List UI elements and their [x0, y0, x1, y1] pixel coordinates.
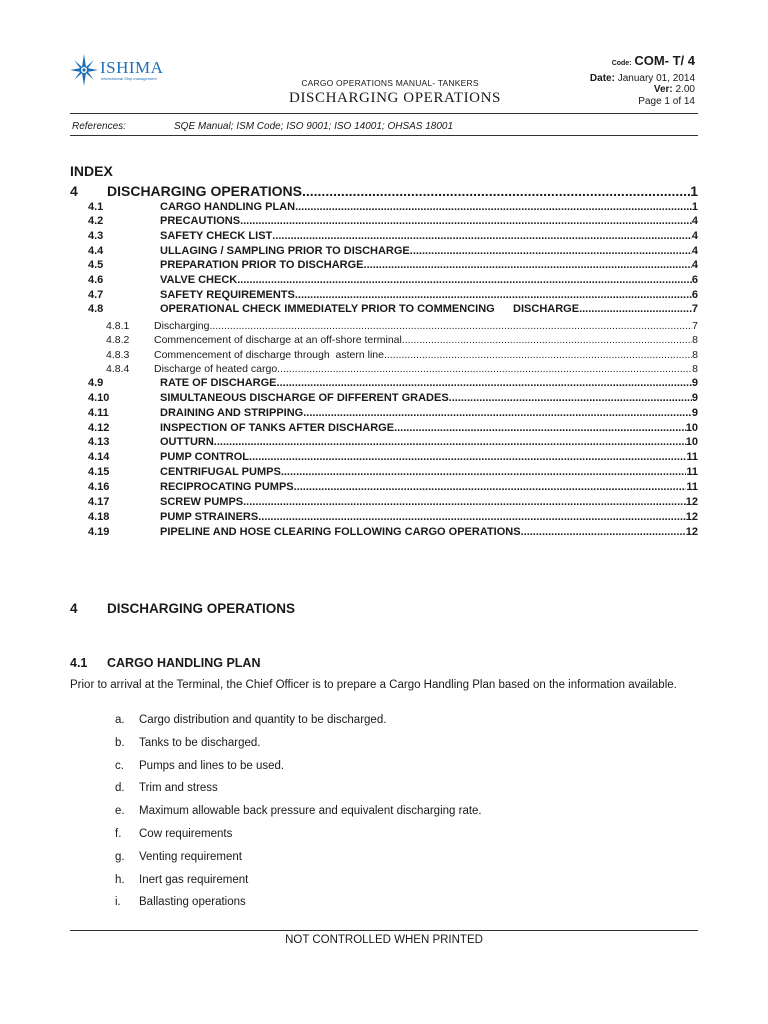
- toc-entry-title: OUTTURN: [160, 436, 214, 448]
- header-divider: [70, 113, 698, 114]
- list-item-letter: g.: [115, 850, 125, 863]
- list-item: [115, 805, 482, 817]
- list-item-letter: c.: [115, 759, 124, 772]
- toc-entry-title: RECIPROCATING PUMPS: [160, 481, 294, 493]
- toc-entry-page: 4: [691, 215, 698, 227]
- toc-entry[interactable]: [70, 183, 698, 199]
- manual-series: CARGO OPERATIONS MANUAL- TANKERS: [301, 78, 479, 88]
- references-divider: [70, 135, 698, 136]
- toc-entry-page: 9: [691, 377, 698, 389]
- list-item: [115, 782, 218, 794]
- toc-entry[interactable]: [70, 320, 698, 332]
- toc-entry-page: 9: [691, 392, 698, 404]
- toc-entry-page: 9: [691, 407, 698, 419]
- toc-entry[interactable]: [70, 436, 698, 448]
- list-item: [115, 714, 386, 726]
- toc-entry[interactable]: [70, 496, 698, 508]
- toc-entry-title: VALVE CHECK: [160, 274, 238, 286]
- toc-entry-page: 11: [686, 451, 698, 463]
- list-item: [115, 760, 284, 772]
- toc-entry-page: 6: [691, 274, 698, 286]
- toc-entry[interactable]: [70, 215, 698, 227]
- toc-entry-page: 12: [685, 496, 698, 508]
- toc-leader-dots: [294, 481, 687, 493]
- toc-leader-dots: [272, 230, 692, 242]
- toc-entry-number: 4.16: [88, 481, 110, 493]
- footer-divider: [70, 930, 698, 931]
- toc-entry-number: 4.15: [88, 466, 110, 478]
- toc-leader-dots: [521, 526, 686, 538]
- toc-entry-title: ULLAGING / SAMPLING PRIOR TO DISCHARGE: [160, 245, 410, 257]
- page-number: Page 1 of 14: [638, 96, 695, 107]
- doc-date: [590, 73, 695, 84]
- list-item: [115, 737, 260, 749]
- toc-entry-number: 4.17: [88, 496, 110, 508]
- toc-entry-title: SIMULTANEOUS DISCHARGE OF DIFFERENT GRADES: [160, 392, 449, 404]
- logo-text: ISHIMA: [100, 58, 164, 77]
- toc-leader-dots: [302, 183, 690, 199]
- toc-leader-dots: [402, 334, 692, 346]
- section-heading: [70, 601, 295, 616]
- date-label: Date:: [589, 73, 615, 84]
- toc-entry[interactable]: [70, 526, 698, 538]
- toc-entry-number: 4.19: [88, 526, 110, 538]
- code-value: COM- T/ 4: [634, 53, 695, 68]
- toc-entry[interactable]: [70, 363, 698, 375]
- toc-entry-number: 4: [70, 183, 78, 199]
- toc-entry-page: 10: [685, 422, 698, 434]
- toc-entry-page: 8: [692, 334, 698, 346]
- section-title: DISCHARGING OPERATIONS: [107, 601, 296, 616]
- doc-code: [612, 53, 695, 68]
- toc-entry-title: Discharge of heated cargo: [154, 363, 278, 375]
- list-item-letter: f.: [115, 828, 122, 840]
- toc-entry-page: 11: [686, 481, 698, 493]
- toc-entry[interactable]: [70, 230, 698, 242]
- version-value: 2.00: [675, 84, 695, 95]
- toc-entry-page: 12: [685, 526, 698, 538]
- intro-paragraph: Prior to arrival at the Terminal, the Chief Officer is to prepare a Cargo Handling Plan based on the information available.: [70, 679, 677, 691]
- list-item: [115, 874, 248, 886]
- toc-entry-number: 4.10: [88, 392, 110, 404]
- toc-entry-page: 8: [692, 349, 698, 361]
- toc-leader-dots: [394, 422, 686, 434]
- doc-version: [654, 84, 695, 95]
- toc-leader-dots: [281, 466, 687, 478]
- toc-entry-number: 4.9: [88, 377, 104, 389]
- toc-leader-dots: [214, 436, 686, 448]
- list-item-text: Cargo distribution and quantity to be discharged.: [139, 714, 387, 726]
- toc-entry[interactable]: [70, 511, 698, 523]
- toc-leader-dots: [277, 363, 692, 375]
- toc-leader-dots: [277, 377, 692, 389]
- toc-entry-page: 1: [691, 201, 698, 213]
- list-item-text: Trim and stress: [139, 782, 218, 795]
- toc-entry-number: 4.8: [88, 303, 104, 315]
- toc-leader-dots: [303, 407, 692, 419]
- toc-entry-number: 4.12: [88, 422, 110, 434]
- toc-entry-number: 4.1: [88, 201, 104, 213]
- list-item-text: Tanks to be discharged.: [139, 736, 261, 749]
- toc-entry[interactable]: [70, 392, 698, 404]
- toc-entry[interactable]: [70, 303, 698, 315]
- list-item-letter: e.: [115, 805, 125, 818]
- date-value: January 01, 2014: [617, 73, 695, 84]
- toc-entry-title: PUMP STRAINERS: [160, 511, 259, 523]
- toc-entry[interactable]: [70, 451, 698, 463]
- list-item: [115, 896, 246, 908]
- section-number: 4: [70, 601, 78, 616]
- toc-entry-number: 4.7: [88, 289, 104, 301]
- toc-leader-dots: [364, 259, 692, 271]
- list-item-letter: d.: [115, 782, 125, 795]
- toc-entry-number: 4.13: [88, 436, 110, 448]
- toc-entry[interactable]: [70, 407, 698, 419]
- toc-entry-title: PUMP CONTROL: [160, 451, 250, 463]
- list-item: [115, 828, 232, 840]
- list-item-letter: i.: [115, 896, 121, 909]
- toc-leader-dots: [384, 349, 692, 361]
- toc-leader-dots: [295, 201, 692, 213]
- toc-entry-number: 4.2: [88, 215, 104, 227]
- toc-entry-title: SCREW PUMPS: [160, 496, 244, 508]
- list-item-letter: h.: [115, 873, 125, 886]
- toc-entry-title: SAFETY REQUIREMENTS: [160, 289, 295, 301]
- toc-leader-dots: [258, 511, 686, 523]
- references-value: SQE Manual; ISM Code; ISO 9001; ISO 14001; OHSAS 18001: [174, 121, 454, 132]
- logo-subtext: International Ship management: [101, 76, 157, 81]
- toc-leader-dots: [449, 392, 692, 404]
- toc-entry-title: Discharging: [154, 320, 210, 332]
- toc-entry[interactable]: [70, 466, 698, 478]
- list-item-letter: b.: [115, 736, 125, 749]
- toc-leader-dots: [410, 245, 692, 257]
- toc-leader-dots: [249, 451, 686, 463]
- toc-entry-title: PREPARATION PRIOR TO DISCHARGE: [160, 259, 364, 271]
- toc-entry-title: DISCHARGING OPERATIONS: [107, 183, 302, 199]
- toc-entry-title: PIPELINE AND HOSE CLEARING FOLLOWING CARGO OPERATIONS: [160, 526, 521, 538]
- index-title: INDEX: [70, 163, 113, 179]
- list-item-text: Cow requirements: [139, 828, 233, 840]
- toc-entry-title: CENTRIFUGAL PUMPS: [160, 466, 281, 478]
- toc-entry-page: 11: [686, 466, 698, 478]
- toc-entry-title: INSPECTION OF TANKS AFTER DISCHARGE: [160, 422, 395, 434]
- toc-entry-page: 12: [685, 511, 698, 523]
- list-item-text: Ballasting operations: [139, 896, 246, 909]
- toc-entry-page: 10: [685, 436, 698, 448]
- footer-text: NOT CONTROLLED WHEN PRINTED: [285, 934, 483, 946]
- toc-leader-dots: [295, 289, 692, 301]
- code-label: Code:: [611, 60, 632, 67]
- toc-entry-number: 4.8.2: [106, 334, 130, 346]
- toc-entry-number: 4.8.4: [106, 363, 130, 375]
- toc-entry-title: RATE OF DISCHARGE: [160, 377, 277, 389]
- toc-entry-number: 4.8.3: [106, 349, 130, 361]
- toc-entry-title: PRECAUTIONS: [160, 215, 241, 227]
- toc-entry-number: 4.4: [88, 245, 104, 257]
- list-item-text: Inert gas requirement: [139, 873, 249, 886]
- toc-entry-title: Commencement of discharge through astern line: [154, 349, 384, 361]
- version-label: Ver:: [653, 84, 673, 95]
- toc-leader-dots: [240, 215, 692, 227]
- list-item-letter: a.: [115, 714, 125, 726]
- subsection-title: CARGO HANDLING PLAN: [107, 656, 261, 670]
- subsection-number: 4.1: [70, 656, 88, 670]
- list-item: [115, 851, 242, 863]
- toc-entry[interactable]: [70, 349, 698, 361]
- list-item-text: Venting requirement: [139, 850, 242, 863]
- toc-leader-dots: [237, 274, 692, 286]
- toc-entry[interactable]: [70, 334, 698, 346]
- toc-entry[interactable]: [70, 201, 698, 213]
- compass-star-icon: [70, 54, 98, 86]
- toc-entry-title: Commencement of discharge at an off-shore terminal: [154, 334, 402, 346]
- toc-entry-title: SAFETY CHECK LIST: [160, 230, 273, 242]
- toc-entry[interactable]: [70, 274, 698, 286]
- toc-entry-page: 8: [692, 363, 698, 375]
- toc-entry-page: 4: [691, 245, 698, 257]
- list-item-text: Maximum allowable back pressure and equivalent discharging rate.: [139, 805, 482, 818]
- toc-entry-page: 7: [691, 303, 698, 315]
- toc-entry[interactable]: [70, 481, 698, 493]
- toc-entry[interactable]: [70, 289, 698, 301]
- toc-entry-page: 4: [691, 259, 698, 271]
- toc-entry-number: 4.6: [88, 274, 104, 286]
- toc-entry-page: 7: [692, 320, 698, 332]
- toc-entry-page: 1: [690, 183, 698, 199]
- document-title: DISCHARGING OPERATIONS: [289, 90, 501, 106]
- toc-entry-title: DRAINING AND STRIPPING: [160, 407, 304, 419]
- toc-leader-dots: [579, 303, 692, 315]
- toc-entry-page: 4: [691, 230, 698, 242]
- toc-entry-number: 4.3: [88, 230, 104, 242]
- subsection-heading: [70, 656, 260, 670]
- toc-entry[interactable]: [70, 245, 698, 257]
- toc-entry-title: OPERATIONAL CHECK IMMEDIATELY PRIOR TO COMMENCING DISCHARGE: [160, 303, 580, 315]
- toc-leader-dots: [209, 320, 692, 332]
- toc-entry-number: 4.11: [88, 407, 109, 419]
- list-item-text: Pumps and lines to be used.: [139, 759, 285, 772]
- toc-entry[interactable]: [70, 377, 698, 389]
- toc-entry-page: 6: [691, 289, 698, 301]
- references-label: References:: [72, 121, 126, 132]
- toc-entry-number: 4.5: [88, 259, 104, 271]
- toc-entry-title: CARGO HANDLING PLAN: [160, 201, 296, 213]
- toc-entry-number: 4.8.1: [106, 320, 130, 332]
- toc-entry-number: 4.18: [88, 511, 110, 523]
- toc-leader-dots: [243, 496, 686, 508]
- toc-entry-number: 4.14: [88, 451, 110, 463]
- toc-entry[interactable]: [70, 259, 698, 271]
- toc-entry[interactable]: [70, 422, 698, 434]
